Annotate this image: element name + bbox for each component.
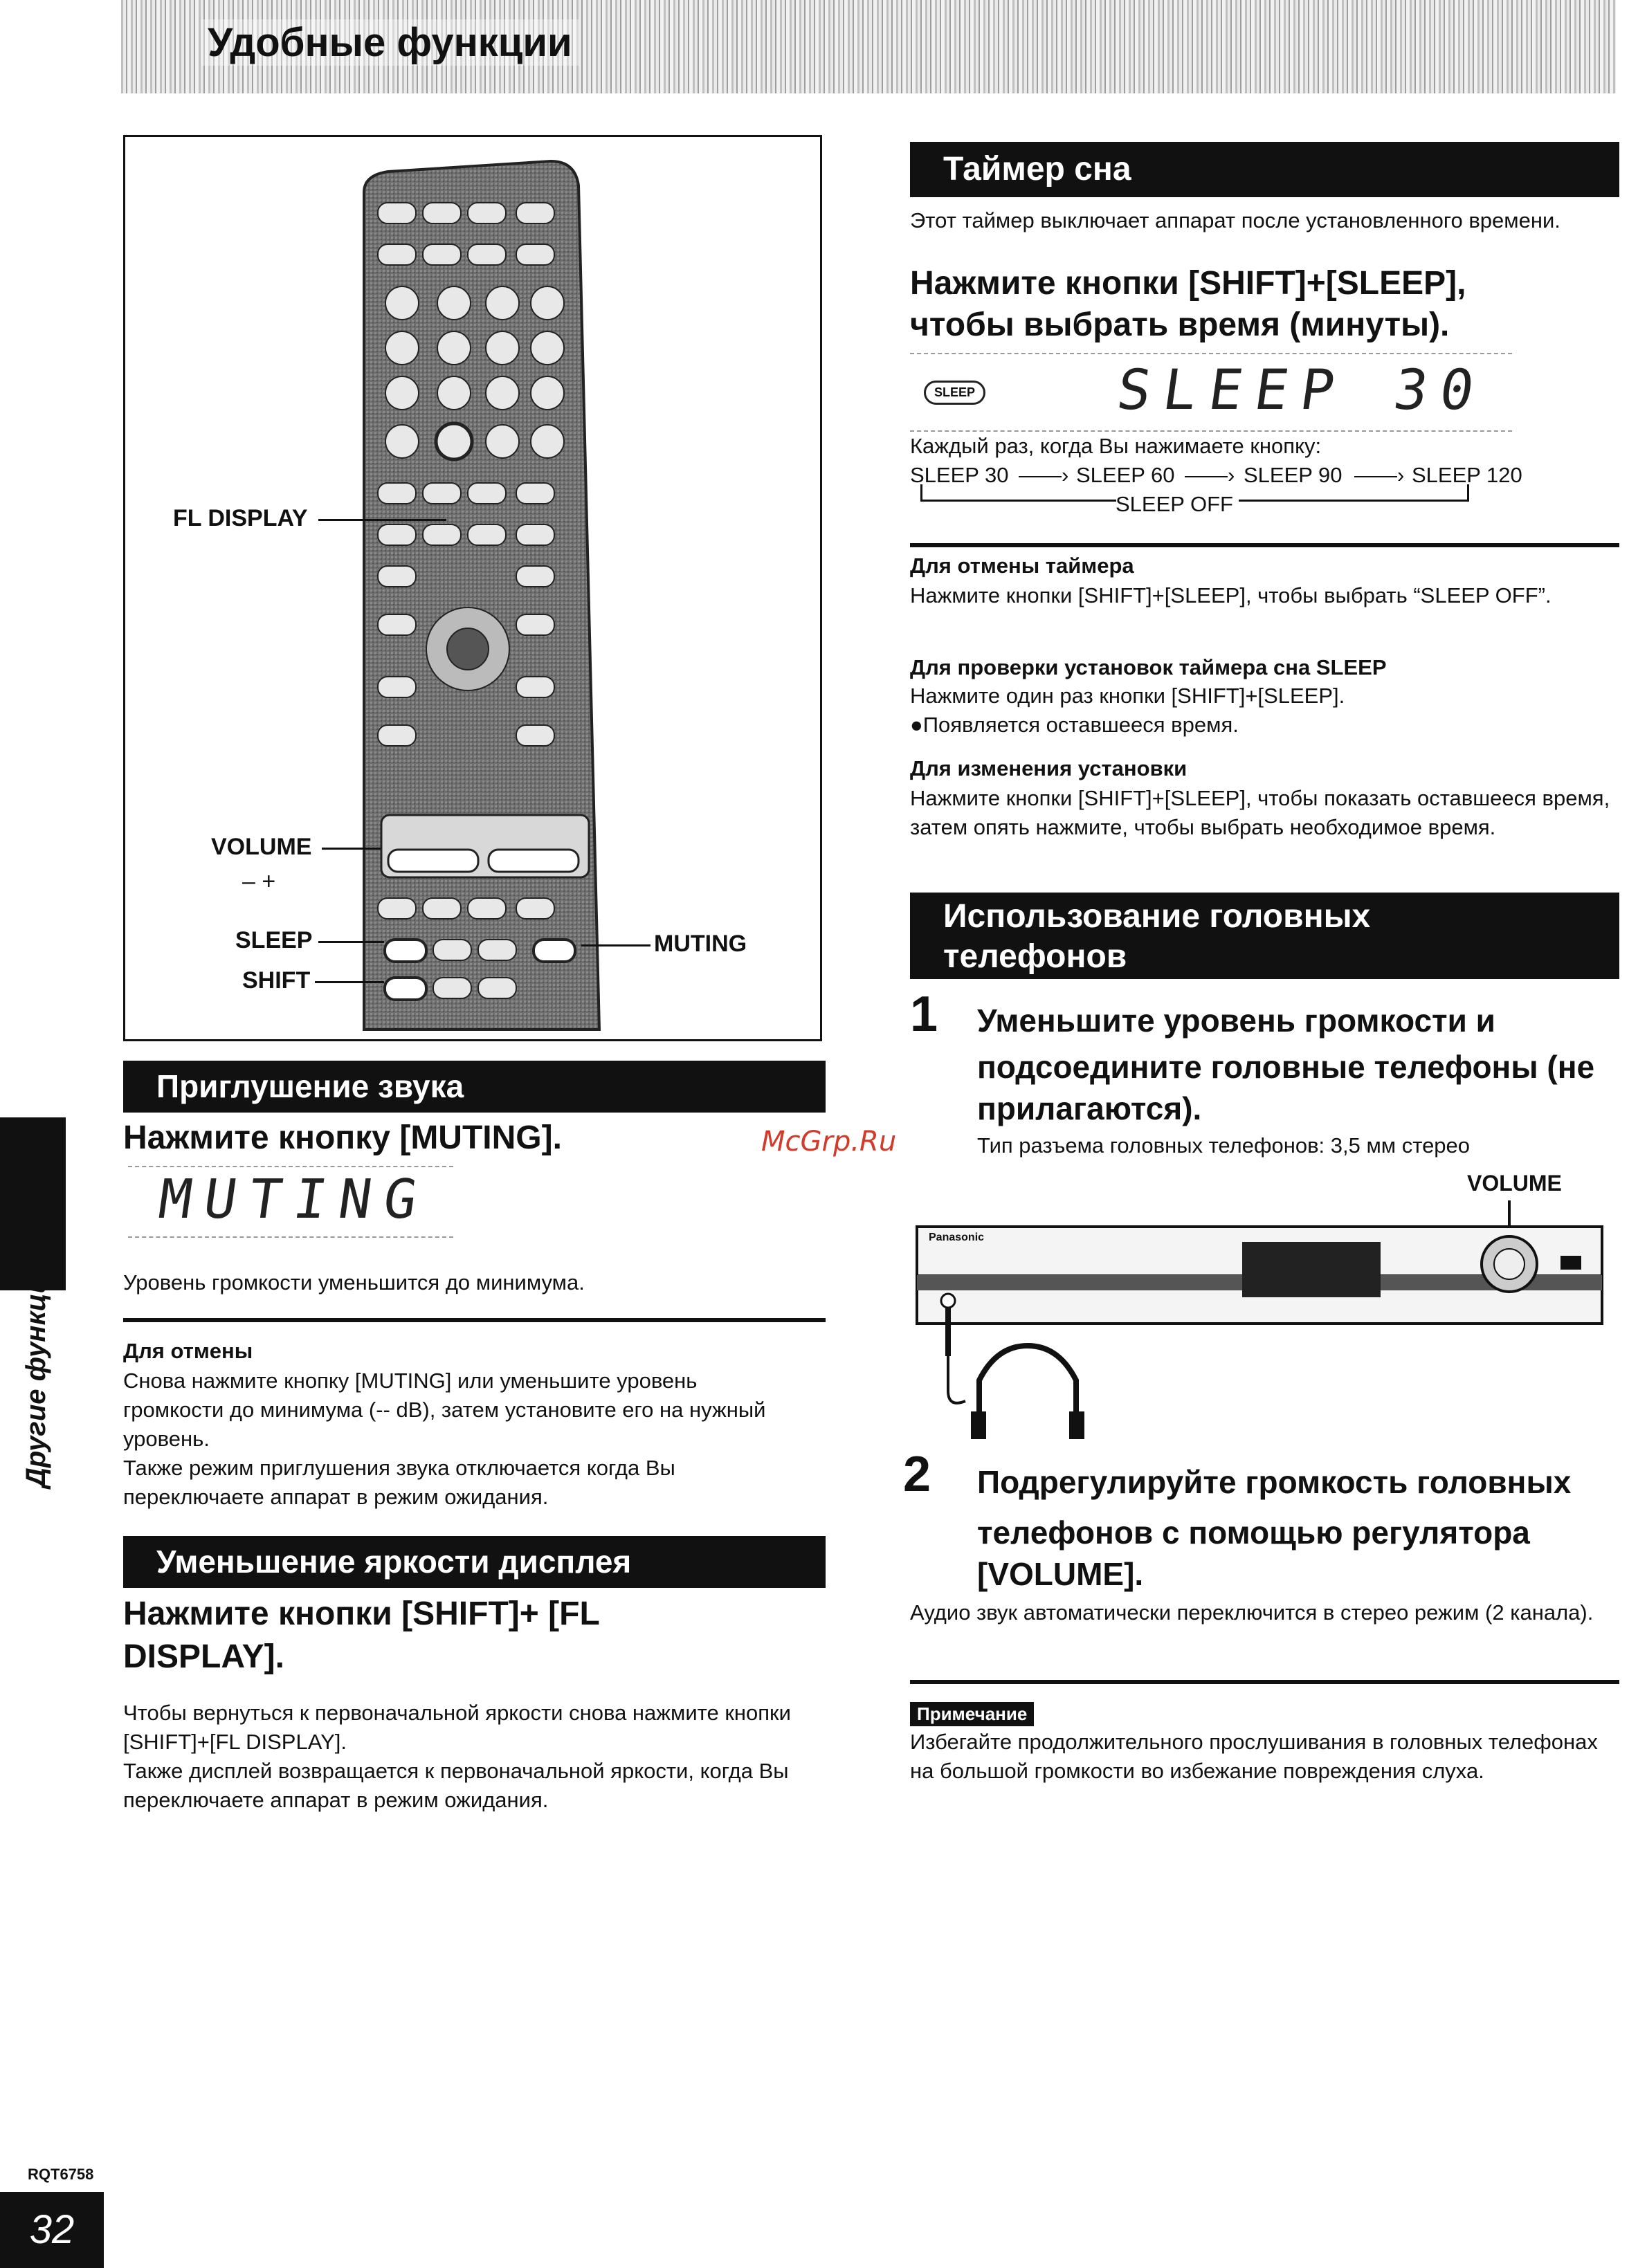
sleep-check-bullet: ●Появляется оставшееся время.: [910, 713, 1239, 737]
sleep-cycle-90: SLEEP 90: [1244, 463, 1343, 487]
sleep-check-text: Нажмите один раз кнопки [SHIFT]+[SLEEP].: [910, 684, 1345, 708]
headphones-step-2-line-1: Подрегулируйте громкость головных: [977, 1464, 1572, 1500]
shift-leader: [315, 981, 384, 983]
headphones-heading: [910, 893, 1619, 979]
sleep-cycle-off: SLEEP OFF: [1116, 492, 1233, 516]
headphones-step-2-text: Аудио звук автоматически переключится в стерео режим (2 канала).: [910, 1600, 1594, 1625]
remote-control-illustration: [125, 137, 820, 1039]
volume-plus-minus-label: – +: [242, 868, 276, 895]
note-text: Избегайте продолжительного прослушивания в головных телефонах на большой громкости во избежание повреждения слуха.: [910, 1730, 1598, 1783]
sleep-change-text: Нажмите кнопки [SHIFT]+[SLEEP], чтобы показать оставшееся время, затем опять нажмите, чтобы выбрать необходимое время.: [910, 786, 1610, 839]
dimmer-heading: Уменьшение яркости дисплея: [123, 1536, 826, 1588]
sleep-cycle-return-left: [920, 484, 1116, 502]
sleep-cycle-return-right: [1239, 484, 1469, 502]
shift-label: SHIFT: [242, 967, 311, 994]
fl-display-leader: [318, 519, 446, 521]
sleep-cycle-60: SLEEP 60: [1076, 463, 1175, 487]
stereo-unit-illustration: [910, 1200, 1616, 1505]
fl-display-label: FL DISPLAY: [173, 505, 308, 531]
sleep-label: SLEEP: [235, 927, 313, 953]
sleep-cycle-120: SLEEP 120: [1412, 463, 1522, 487]
headphones-step-1-number: 1: [910, 987, 938, 1042]
sleep-cancel-text: Нажмите кнопки [SHIFT]+[SLEEP], чтобы выбрать “SLEEP OFF”.: [910, 583, 1552, 607]
dimmer-text-2: Также дисплей возвращается к первоначальной яркости, когда Вы переключаете аппарат в режим ожидания.: [123, 1759, 789, 1812]
muting-leader: [581, 944, 650, 946]
muting-rule: [123, 1318, 826, 1322]
sleep-cycle-arrow-1: ——›: [1019, 463, 1069, 487]
sleep-check-title: Для проверки установок таймера сна SLEEP: [910, 655, 1387, 679]
muting-step: Нажмите кнопку [MUTING].: [123, 1119, 562, 1156]
headphones-step-1-line-1: Уменьшите уровень громкости и: [977, 1003, 1495, 1039]
unit-brand-label: Panasonic: [929, 1232, 985, 1243]
headphones-step-1-line-2: подсоедините головные телефоны (не: [977, 1049, 1595, 1085]
muting-cancel-title: Для отмены: [123, 1339, 253, 1363]
headphones-plug-type: Тип разъема головных телефонов: 3,5 мм стерео: [977, 1133, 1471, 1158]
watermark: McGrp.Ru: [761, 1126, 897, 1158]
muting-label: MUTING: [654, 931, 747, 957]
headphones-step-1-line-3: прилагаются).: [977, 1090, 1202, 1126]
sleep-step: Нажмите кнопки [SHIFT]+[SLEEP], чтобы выбрать время (минуты).: [910, 265, 1466, 343]
headphones-heading-line-2: телефонов: [943, 938, 1127, 975]
muting-display: [128, 1166, 453, 1238]
muting-display-text: MUTING: [154, 1169, 434, 1231]
muting-heading: Приглушение звука: [123, 1061, 826, 1113]
muting-cancel-text: Снова нажмите кнопку [MUTING] или уменьшите уровень громкости до минимума (-- dB), затем установите его на нужный уровень.: [123, 1369, 766, 1451]
sleep-leader: [318, 941, 384, 943]
sleep-cycle-arrow-3: ——›: [1354, 463, 1405, 487]
sleep-cycle-arrow-2: ——›: [1185, 463, 1235, 487]
note-badge: Примечание: [910, 1702, 1034, 1726]
sleep-display-icon: SLEEP: [924, 381, 985, 405]
dimmer-text-1: Чтобы вернуться к первоначальной яркости снова нажмите кнопки [SHIFT]+[FL DISPLAY].: [123, 1701, 791, 1754]
sleep-cycle-30: SLEEP 30: [910, 463, 1009, 487]
unit-volume-label: VOLUME: [1467, 1171, 1562, 1196]
remote-figure: [123, 135, 822, 1041]
page-number: 32: [0, 2192, 104, 2268]
footer-code: RQT6758: [28, 2166, 94, 2183]
muting-cancel-text-2: Также режим приглушения звука отключается когда Вы переключаете аппарат в режим ожидания.: [123, 1456, 675, 1509]
headphones-step-2-line-2: телефонов с помощью регулятора: [977, 1515, 1530, 1551]
sleep-display-text: SLEEP: [1113, 358, 1352, 422]
sleep-each-press: Каждый раз, когда Вы нажимаете кнопку:: [910, 434, 1322, 458]
sleep-rule: [910, 543, 1619, 547]
muting-result: Уровень громкости уменьшится до минимума.: [123, 1270, 585, 1295]
page-title: Удобные функции: [201, 19, 579, 66]
sleep-change-title: Для изменения установки: [910, 756, 1188, 780]
volume-leader: [322, 848, 381, 850]
sleep-intro: Этот таймер выключает аппарат после установленного времени.: [910, 208, 1560, 232]
dimmer-step: Нажмите кнопки [SHIFT]+ [FL DISPLAY].: [123, 1595, 599, 1675]
headphones-step-2-number: 2: [903, 1447, 931, 1502]
sleep-cancel-title: Для отмены таймера: [910, 554, 1134, 578]
sleep-display: [910, 353, 1512, 432]
sleep-display-value: 30: [1390, 358, 1491, 422]
headphones-rule: [910, 1680, 1619, 1684]
section-tab-label: Другие функции: [21, 1259, 51, 1488]
volume-label: VOLUME: [211, 834, 312, 860]
headphones-heading-line-1: Использование головных: [943, 898, 1371, 935]
sleep-heading: Таймер сна: [910, 142, 1619, 197]
headphones-step-2-line-3: [VOLUME].: [977, 1556, 1144, 1592]
